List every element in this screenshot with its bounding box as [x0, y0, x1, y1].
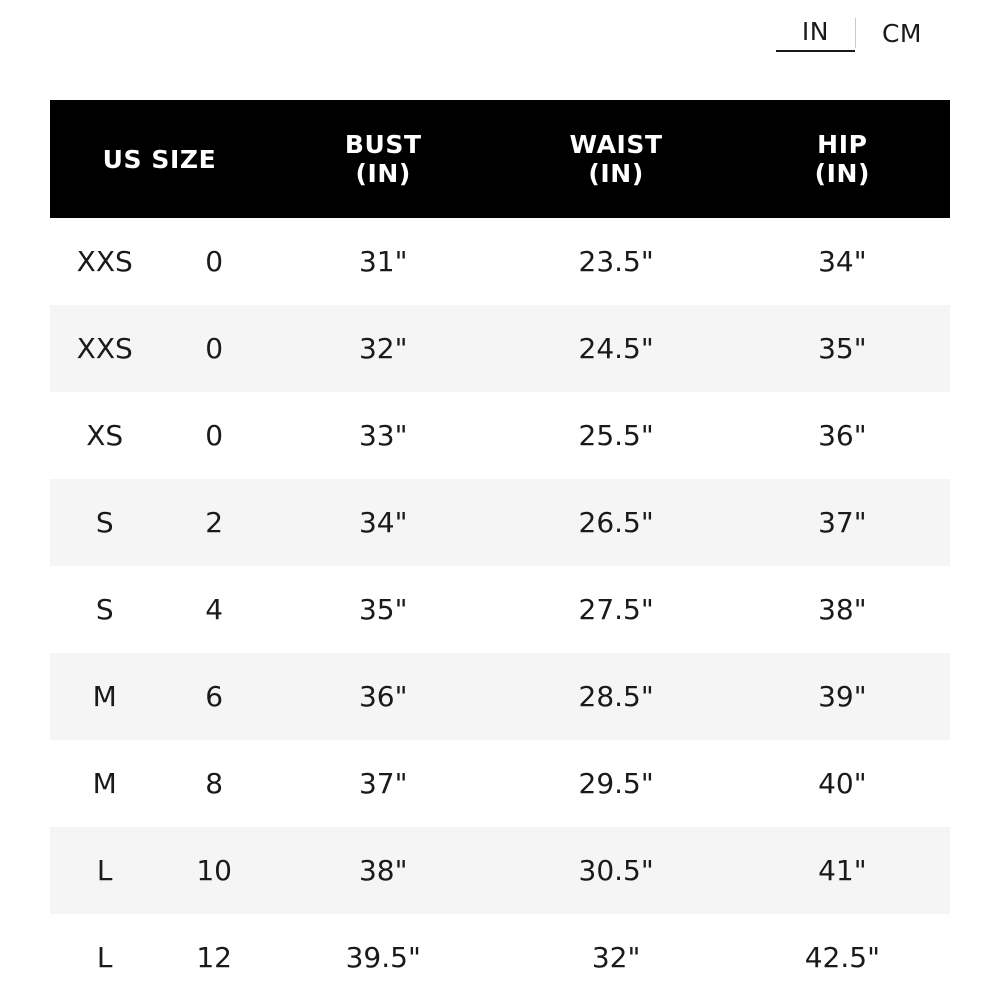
header-bust — [269, 100, 498, 218]
cell-number: 0 — [205, 245, 224, 278]
cell-number: 0 — [159, 305, 268, 392]
cell-waist: 24.5" — [498, 305, 735, 392]
cell-hip: 42.5" — [804, 941, 880, 974]
cell-waist: 23.5" — [578, 245, 654, 278]
cell-number: 12 — [196, 941, 232, 974]
cell-size: L — [50, 827, 159, 914]
table-row — [50, 566, 950, 653]
table-header — [50, 100, 950, 218]
cell-waist: 32" — [591, 941, 641, 974]
cell-bust: 36" — [269, 653, 498, 740]
size-table-container — [50, 100, 950, 1001]
cell-bust: 31" — [358, 245, 408, 278]
cell-number: 4 — [205, 593, 224, 626]
unit-toggle[interactable] — [776, 14, 948, 52]
size-table — [50, 100, 950, 1001]
cell-size: M — [92, 767, 117, 800]
cell-bust: 37" — [358, 767, 408, 800]
table-row — [50, 740, 950, 827]
table-row — [50, 914, 950, 1001]
cell-hip: 35" — [735, 305, 950, 392]
cell-bust: 39.5" — [345, 941, 421, 974]
cell-size: S — [50, 479, 159, 566]
cell-waist: 30.5" — [498, 827, 735, 914]
cell-hip: 41" — [735, 827, 950, 914]
cell-hip: 39" — [735, 653, 950, 740]
cell-number: 10 — [159, 827, 268, 914]
header-bust-label: BUST — [344, 130, 422, 159]
table-row — [50, 392, 950, 479]
cell-waist: 29.5" — [578, 767, 654, 800]
cell-bust: 34" — [269, 479, 498, 566]
cell-hip: 34" — [818, 245, 867, 278]
cell-size: XXS — [76, 245, 133, 278]
cell-number: 0 — [205, 419, 224, 452]
cell-bust: 32" — [269, 305, 498, 392]
cell-hip: 36" — [818, 419, 867, 452]
unit-option-cm[interactable]: CM — [881, 18, 922, 48]
header-us-size — [50, 100, 269, 218]
header-hip-label: HIP — [817, 130, 868, 159]
header-bust-unit: (IN) — [355, 159, 411, 188]
table-body — [50, 218, 950, 1001]
cell-size: XXS — [50, 305, 159, 392]
cell-size: L — [96, 941, 113, 974]
cell-number: 2 — [159, 479, 268, 566]
header-hip — [735, 100, 950, 218]
cell-number: 6 — [159, 653, 268, 740]
cell-bust: 38" — [269, 827, 498, 914]
cell-hip: 40" — [818, 767, 867, 800]
header-waist-label: WAIST — [569, 130, 663, 159]
table-row — [50, 653, 950, 740]
table-row — [50, 218, 950, 305]
cell-number: 8 — [205, 767, 224, 800]
cell-hip: 37" — [735, 479, 950, 566]
header-row — [50, 100, 950, 218]
cell-waist: 25.5" — [578, 419, 654, 452]
cell-waist: 28.5" — [498, 653, 735, 740]
unit-option-in[interactable]: IN — [776, 14, 855, 52]
cell-bust: 33" — [358, 419, 408, 452]
header-us-size-label: US SIZE — [102, 144, 217, 174]
table-row — [50, 827, 950, 914]
cell-hip: 38" — [818, 593, 867, 626]
table-row — [50, 479, 950, 566]
cell-bust: 35" — [358, 593, 408, 626]
header-hip-unit: (IN) — [814, 159, 871, 188]
cell-size: XS — [86, 419, 124, 452]
cell-waist: 26.5" — [498, 479, 735, 566]
cell-size: S — [95, 593, 114, 626]
cell-size: M — [50, 653, 159, 740]
table-row — [50, 305, 950, 392]
header-waist — [498, 100, 735, 218]
cell-waist: 27.5" — [578, 593, 654, 626]
header-waist-unit: (IN) — [588, 159, 644, 188]
